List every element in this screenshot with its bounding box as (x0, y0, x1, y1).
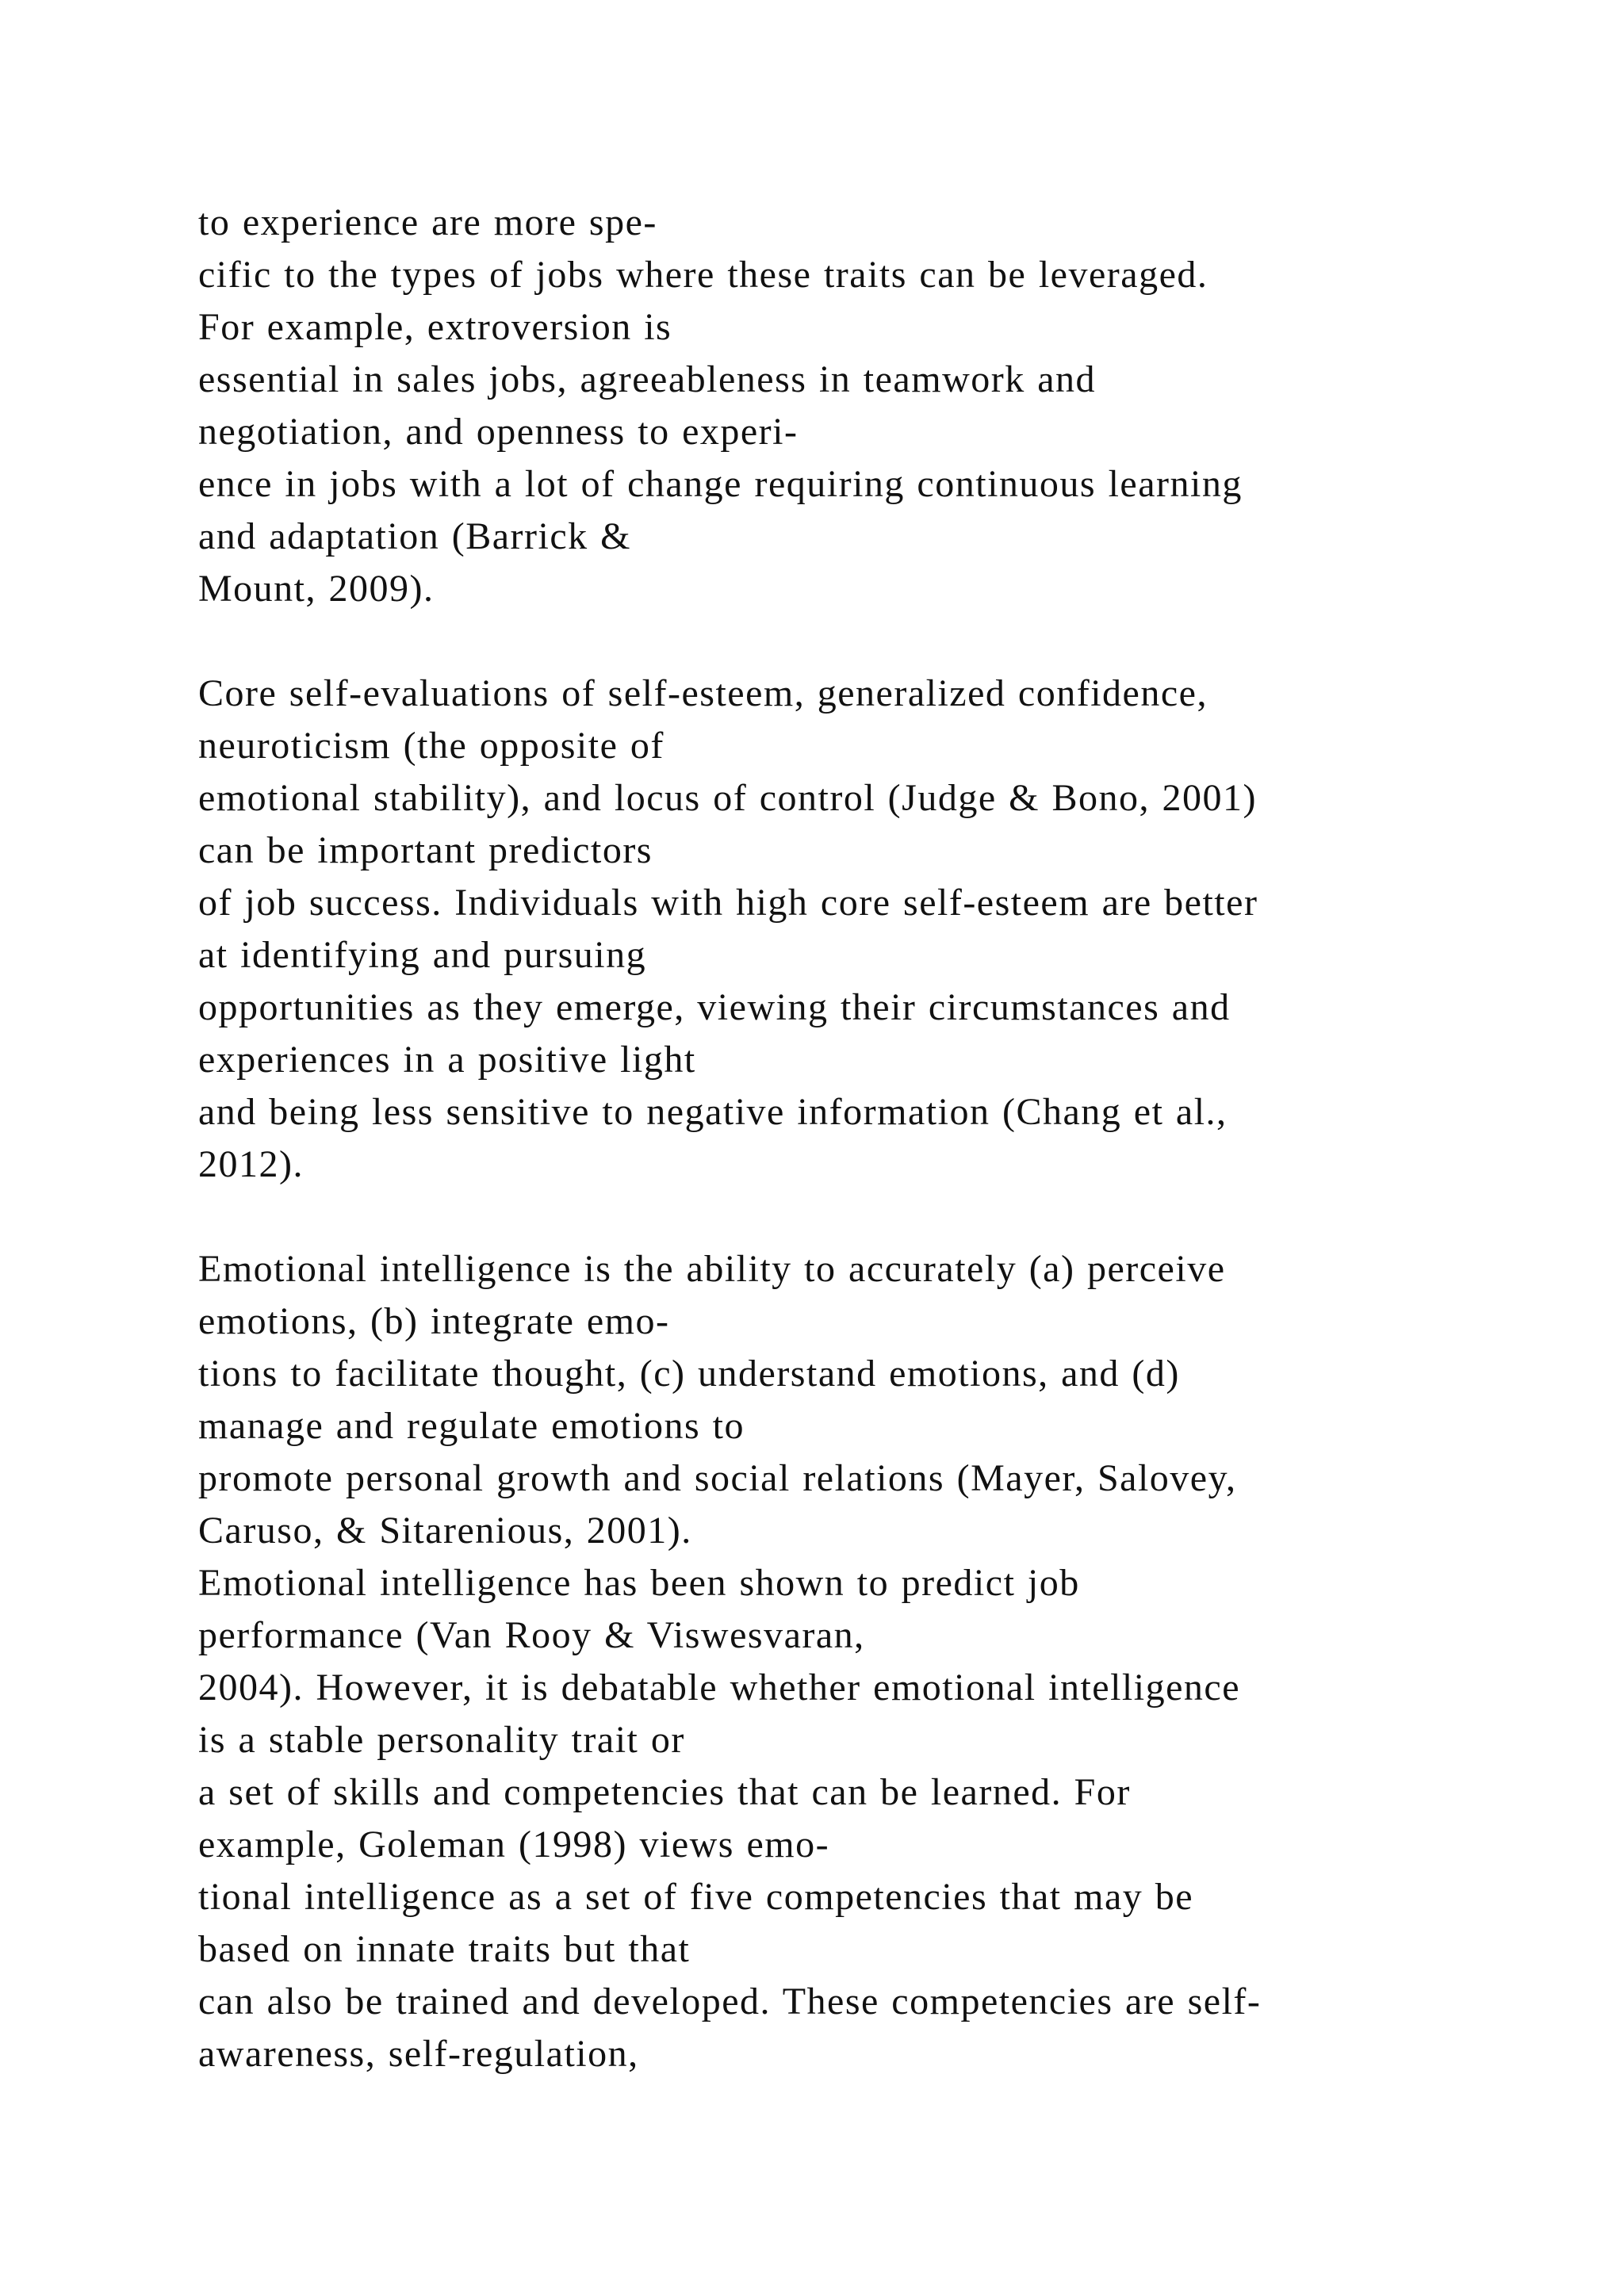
text-line: neuroticism (the opposite of (198, 725, 665, 767)
text-line: For example, extroversion is (198, 306, 672, 348)
text-line: to experience are more spe- (198, 201, 657, 243)
text-line: Emotional intelligence has been shown to predict job (198, 1562, 1080, 1604)
text-line: and adaptation (Barrick & (198, 515, 631, 557)
paragraph-core-self-evaluations (198, 668, 1546, 1191)
text-line: Core self-evaluations of self-esteem, generalized confidence, (198, 672, 1208, 714)
text-line: emotional stability), and locus of control (Judge & Bono, 2001) (198, 777, 1257, 819)
text-line: experiences in a positive light (198, 1039, 696, 1081)
text-line: can also be trained and developed. These competencies are self- (198, 1980, 1262, 2022)
text-line: and being less sensitive to negative information (Chang et al., (198, 1091, 1228, 1133)
text-line: tional intelligence as a set of five competencies that may be (198, 1876, 1194, 1918)
text-line: awareness, self-regulation, (198, 2033, 639, 2075)
text-line: essential in sales jobs, agreeableness in teamwork and (198, 358, 1097, 400)
text-line: 2012). (198, 1143, 304, 1185)
text-line: Caruso, & Sitarenious, 2001). (198, 1510, 692, 1552)
text-line: negotiation, and openness to experi- (198, 411, 799, 453)
text-line: Mount, 2009). (198, 568, 435, 610)
text-line: emotions, (b) integrate emo- (198, 1300, 670, 1342)
text-line: manage and regulate emotions to (198, 1405, 745, 1447)
text-line: is a stable personality trait or (198, 1719, 685, 1761)
paragraph-gap (198, 1191, 1546, 1243)
text-line: based on innate traits but that (198, 1928, 691, 1970)
text-line: of job success. Individuals with high core self-esteem are better (198, 882, 1258, 924)
text-line: at identifying and pursuing (198, 934, 647, 976)
text-line: example, Goleman (1998) views emo- (198, 1823, 830, 1866)
body-text (198, 197, 1546, 2080)
text-line: 2004). However, it is debatable whether emotional intelligence (198, 1667, 1241, 1709)
text-line: opportunities as they emerge, viewing their circumstances and (198, 986, 1231, 1028)
text-line: ence in jobs with a lot of change requiring continuous learning (198, 463, 1243, 505)
text-line: Emotional intelligence is the ability to accurately (a) perceive (198, 1248, 1226, 1290)
paragraph-personality-traits (198, 197, 1546, 615)
text-line: promote personal growth and social relations (Mayer, Salovey, (198, 1457, 1237, 1499)
paragraph-emotional-intelligence (198, 1243, 1546, 2080)
text-line: performance (Van Rooy & Viswesvaran, (198, 1614, 865, 1656)
text-line: a set of skills and competencies that can be learned. For (198, 1771, 1131, 1813)
text-line: tions to facilitate thought, (c) understand emotions, and (d) (198, 1353, 1180, 1395)
paragraph-gap (198, 615, 1546, 668)
text-line: can be important predictors (198, 829, 653, 871)
text-line: cific to the types of jobs where these traits can be leveraged. (198, 254, 1208, 296)
